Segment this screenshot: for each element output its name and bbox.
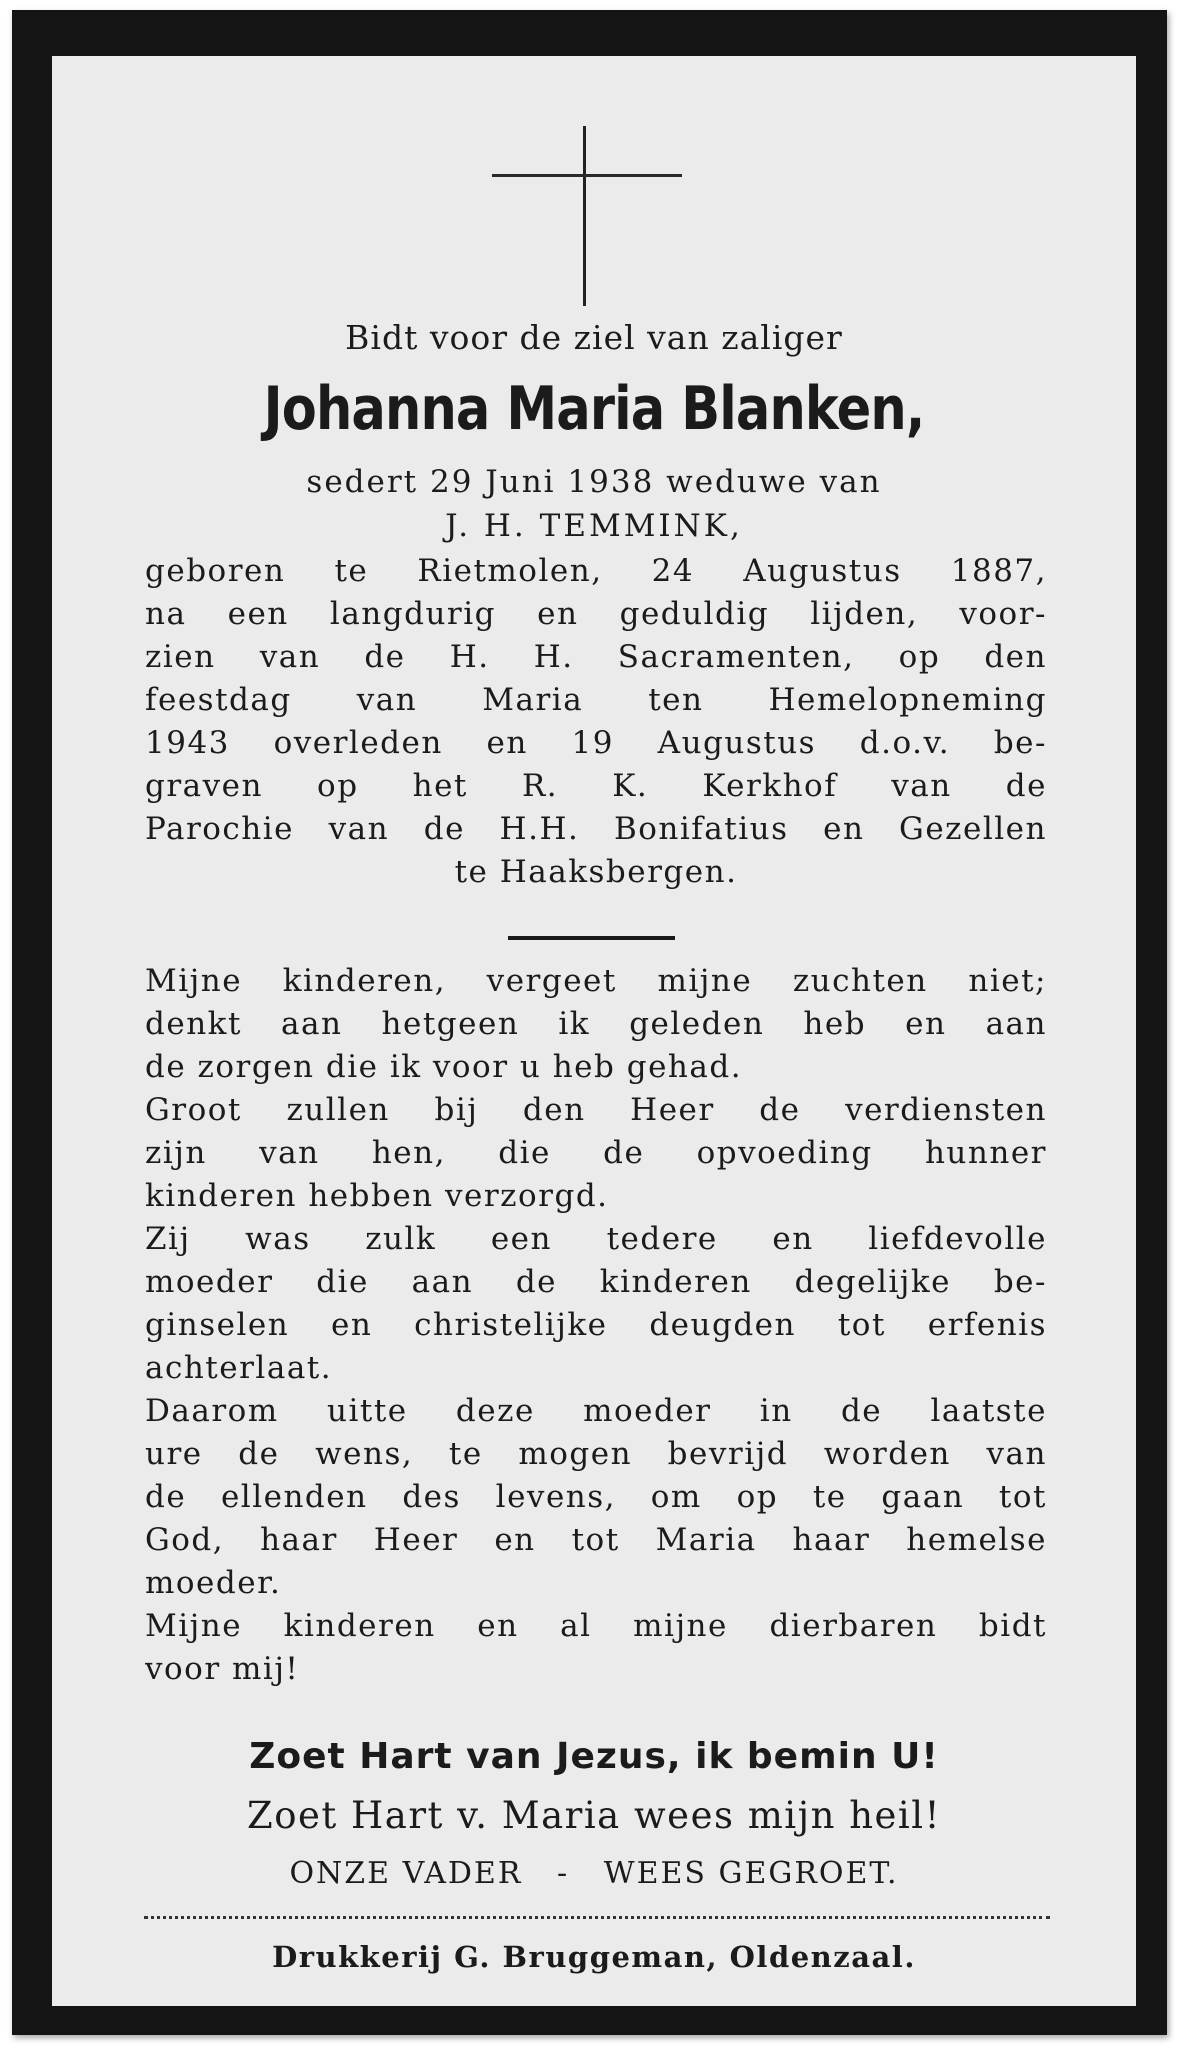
cross-horizontal-bar — [492, 174, 682, 177]
devotion-sacred-heart-maria: Zoet Hart v. Maria wees mijn heil! — [247, 1794, 941, 1837]
bio-line: graven op het R. K. Kerkhof van de — [145, 768, 1047, 804]
devotion-sacred-heart-jesus: Zoet Hart van Jezus, ik bemin U! — [249, 1736, 939, 1777]
message-line: Mijne kinderen en al mijne dierbaren bidt — [145, 1608, 1047, 1644]
dotted-rule — [144, 1916, 1050, 1919]
message-line: moeder. — [145, 1565, 282, 1601]
message-line: Groot zullen bij den Heer de verdiensten — [145, 1092, 1047, 1128]
deceased-name: Johanna Maria Blanken, — [263, 374, 925, 444]
message-line: achterlaat. — [145, 1350, 333, 1386]
message-line: ure de wens, te mogen bevrijd worden van — [145, 1436, 1047, 1472]
message-line: zijn van hen, die de opvoeding hunner — [145, 1135, 1047, 1171]
prayer-intro: Bidt voor de ziel van zaliger — [345, 318, 843, 357]
message-line: Daarom uitte deze moeder in de laatste — [145, 1393, 1047, 1429]
bio-line: geboren te Rietmolen, 24 Augustus 1887, — [145, 553, 1047, 589]
message-line: ginselen en christelijke deugden tot erfenis — [145, 1307, 1047, 1343]
bio-line: na een langdurig en geduldig lijden, voor- — [145, 596, 1047, 632]
bio-line: feestdag van Maria ten Hemelopneming — [145, 682, 1047, 718]
message-paragraph — [145, 960, 1047, 1691]
memorial-card-frame — [12, 10, 1167, 2035]
memorial-card — [52, 56, 1136, 2006]
prayer-names: ONZE VADER - WEES GEGROET. — [289, 1856, 899, 1891]
message-line: God, haar Heer en tot Maria haar hemelse — [145, 1522, 1047, 1558]
message-line: denkt aan hetgeen ik geleden heb en aan — [145, 1006, 1047, 1042]
message-line: Zij was zulk een tedere en liefdevolle — [145, 1221, 1047, 1257]
message-line: moeder die aan de kinderen degelijke be- — [145, 1264, 1047, 1300]
bio-line: te Haaksbergen. — [454, 854, 738, 890]
bio-line: Parochie van de H.H. Bonifatius en Gezellen — [145, 811, 1047, 847]
husband-name: J. H. TEMMINK, — [445, 508, 743, 544]
message-line: de ellenden des levens, om op te gaan tot — [145, 1479, 1047, 1515]
message-line: voor mij! — [145, 1651, 300, 1687]
printer-credit: Drukkerij G. Bruggeman, Oldenzaal. — [272, 1940, 916, 1974]
message-line: kinderen hebben verzorgd. — [145, 1178, 609, 1214]
bio-line: zien van de H. H. Sacramenten, op den — [145, 639, 1047, 675]
bio-line: 1943 overleden en 19 Augustus d.o.v. be- — [145, 725, 1047, 761]
widow-line: sedert 29 Juni 1938 weduwe van — [306, 464, 882, 500]
message-line: de zorgen die ik voor u heb gehad. — [145, 1049, 743, 1085]
cross-icon — [52, 56, 1136, 316]
biography-paragraph — [145, 550, 1047, 894]
message-line: Mijne kinderen, vergeet mijne zuchten niet; — [145, 963, 1047, 999]
divider-rule — [508, 936, 675, 940]
cross-vertical-bar — [583, 126, 586, 306]
